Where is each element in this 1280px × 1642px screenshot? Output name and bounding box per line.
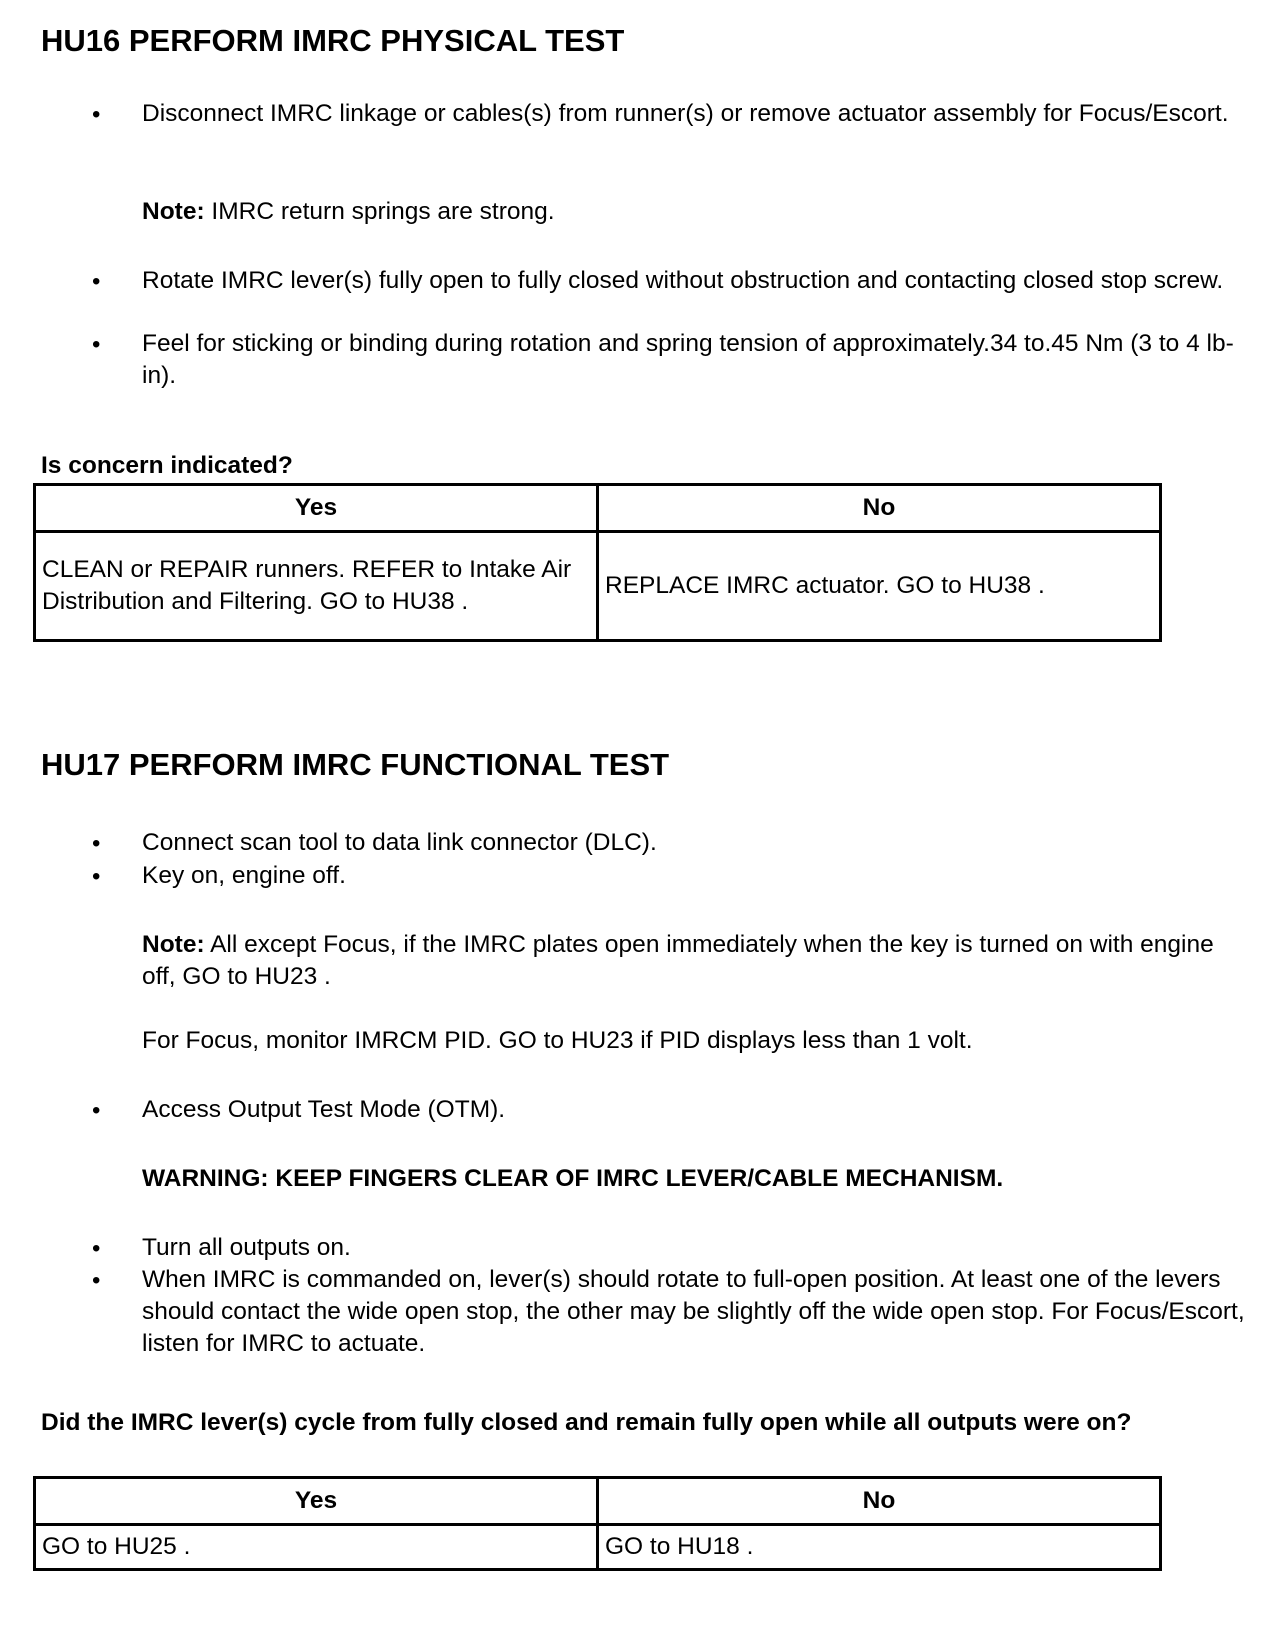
hu17-step-5: When IMRC is commanded on, lever(s) should rotate to full-open position. At least one of the levers should contact the wide open stop, the other may be slightly off the wide open stop. For Focus/Escort, listen for IMRC to actuate.	[142, 1266, 1245, 1357]
hu17-step-3: Access Output Test Mode (OTM).	[142, 1096, 506, 1123]
hu17-note-label: Note:	[142, 931, 205, 958]
hu16-step-2: Rotate IMRC lever(s) fully open to fully closed without obstruction and contacting closed stop screw.	[142, 267, 1224, 294]
table-header-row	[35, 485, 1161, 532]
hu16-question: Is concern indicated?	[41, 452, 293, 479]
hu17-step-4: Turn all outputs on.	[142, 1234, 351, 1261]
hu16-note-label: Note:	[142, 198, 205, 225]
no-cell: REPLACE IMRC actuator. GO to HU38 .	[598, 532, 1161, 641]
yes-header: Yes	[35, 485, 598, 532]
yes-header: Yes	[35, 1478, 598, 1525]
hu17-heading: HU17 PERFORM IMRC FUNCTIONAL TEST	[41, 747, 670, 782]
hu17-note-text: All except Focus, if the IMRC plates open immediately when the key is turned on with engine off, GO to HU23 .	[142, 931, 1214, 990]
yes-cell: CLEAN or REPAIR runners. REFER to Intake Air Distribution and Filtering. GO to HU38 .	[35, 532, 598, 641]
bullet-icon: •	[92, 331, 101, 358]
hu17-warning: WARNING: KEEP FINGERS CLEAR OF IMRC LEVER/CABLE MECHANISM.	[142, 1165, 1004, 1192]
table-header-row	[35, 1478, 1161, 1525]
hu16-note-text: IMRC return springs are strong.	[204, 198, 555, 225]
bullet-icon: •	[92, 268, 101, 295]
no-cell: GO to HU18 .	[598, 1525, 1161, 1570]
bullet-icon: •	[92, 101, 101, 128]
bullet-icon: •	[92, 863, 101, 890]
hu17-question: Did the IMRC lever(s) cycle from fully closed and remain fully open while all outputs were on?	[41, 1409, 1132, 1436]
no-header: No	[598, 485, 1161, 532]
no-header: No	[598, 1478, 1161, 1525]
bullet-icon: •	[92, 1235, 101, 1262]
hu16-result-table	[33, 483, 1162, 642]
hu17-focus-note: For Focus, monitor IMRCM PID. GO to HU23 if PID displays less than 1 volt.	[142, 1027, 973, 1054]
bullet-icon: •	[92, 1097, 101, 1124]
hu17-step-1: Connect scan tool to data link connector (DLC).	[142, 829, 657, 856]
hu17-note	[142, 929, 1252, 993]
bullet-icon: •	[92, 830, 101, 857]
hu16-heading: HU16 PERFORM IMRC PHYSICAL TEST	[41, 23, 625, 58]
bullet-icon: •	[92, 1267, 101, 1294]
hu17-step-2: Key on, engine off.	[142, 862, 346, 889]
hu16-step-1: Disconnect IMRC linkage or cables(s) from runner(s) or remove actuator assembly for Focus/Escort.	[142, 100, 1229, 127]
yes-cell: GO to HU25 .	[35, 1525, 598, 1570]
hu16-step-3: Feel for sticking or binding during rotation and spring tension of approximately.34 to.45 Nm (3 to 4 lb-in).	[142, 330, 1234, 389]
table-row	[35, 1525, 1161, 1570]
hu16-note	[142, 196, 1252, 228]
table-row	[35, 532, 1161, 641]
hu17-result-table	[33, 1476, 1162, 1571]
